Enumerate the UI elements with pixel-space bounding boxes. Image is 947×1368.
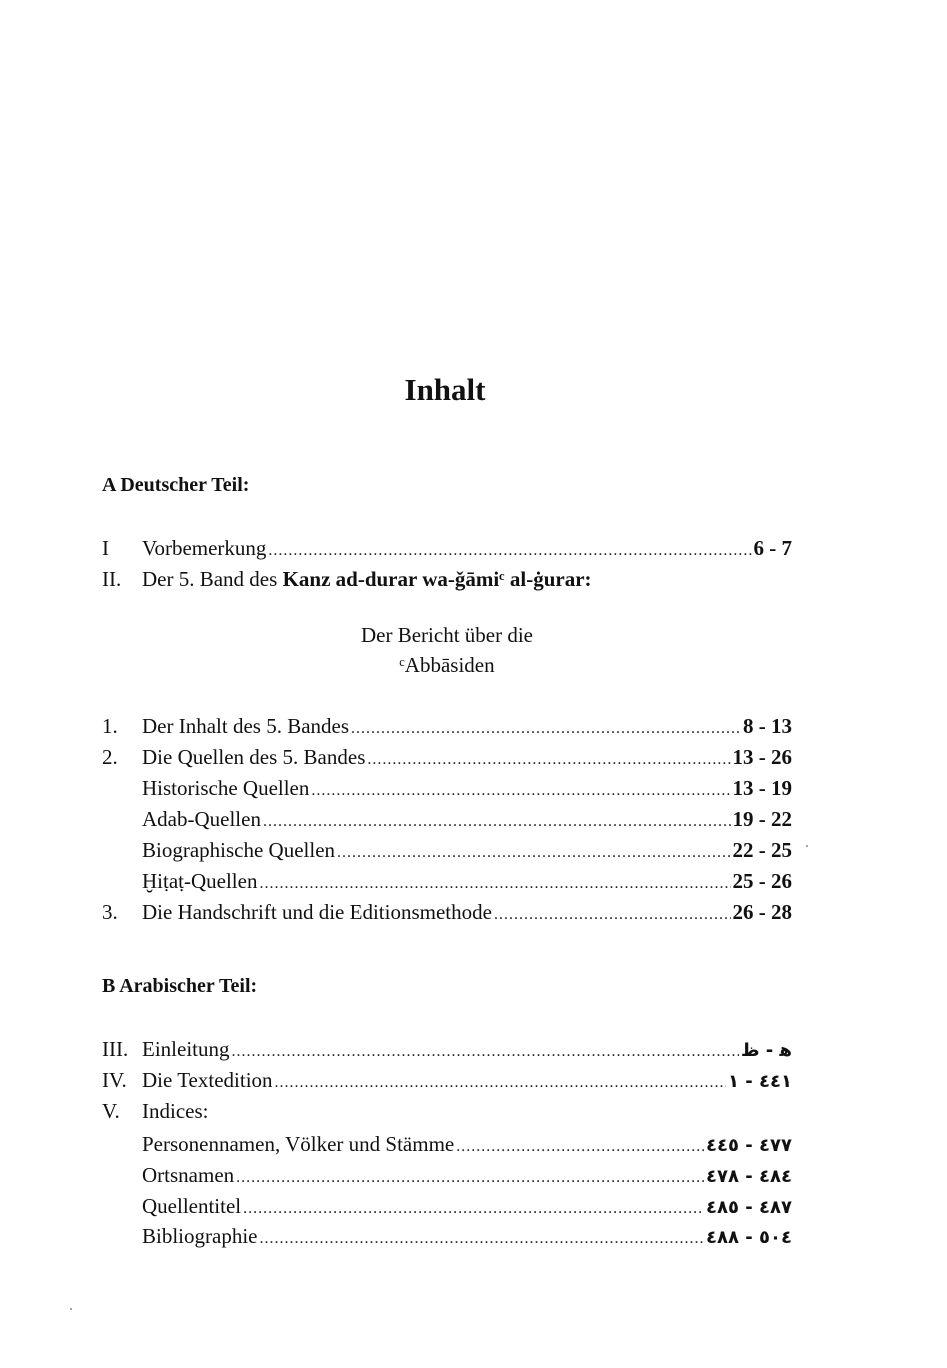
toc-entry-index — [102, 1161, 792, 1189]
leader-dots — [456, 1133, 704, 1161]
toc-entry-index — [102, 1192, 792, 1220]
leader-dots — [259, 1225, 704, 1253]
entry-label: Die Quellen des 5. Bandes — [142, 745, 366, 769]
entry-pages: ٥٠٤ - ٤٨٨ — [706, 1227, 792, 1248]
entry-label: Adab-Quellen — [142, 807, 261, 831]
entry-pages: ٤٨٤ - ٤٧٨ — [706, 1166, 792, 1187]
entry-number: I — [102, 536, 109, 560]
toc-entry — [102, 867, 792, 895]
entry-label: Einleitung — [142, 1037, 230, 1061]
scan-speck — [806, 845, 808, 847]
toc-entry — [102, 805, 792, 833]
entry-number: III. — [102, 1037, 129, 1061]
entry-number: II. — [102, 567, 122, 591]
entry-label: Der Inhalt des 5. Bandes — [142, 714, 350, 738]
entry-pages: ﻫ - ﻅ — [740, 1040, 792, 1061]
leader-dots — [311, 777, 730, 805]
toc-entry — [102, 712, 792, 740]
leader-dots — [351, 715, 741, 743]
leader-dots — [275, 1069, 726, 1097]
leader-dots — [268, 537, 751, 565]
toc-entry — [102, 898, 792, 926]
entry-pages: 8 - 13 — [743, 714, 792, 738]
entry-number: 3. — [102, 900, 118, 924]
leader-dots — [494, 901, 731, 929]
entry-pages: 19 - 22 — [732, 807, 792, 831]
entry-number: 2. — [102, 745, 118, 769]
entry-label — [142, 565, 592, 593]
leader-dots — [259, 870, 730, 898]
entry-label: Bibliographie — [142, 1224, 258, 1248]
entry-label-prefix: Der 5. Band des — [142, 567, 283, 591]
subheading-line-1: Der Bericht über die — [360, 623, 533, 647]
toc-entry — [102, 774, 792, 802]
entry-label: Vorbemerkung — [142, 536, 267, 560]
entry-number: V. — [102, 1099, 120, 1123]
entry-pages: 13 - 26 — [732, 745, 792, 769]
toc-entry — [102, 836, 792, 864]
toc-entry-einleitung — [102, 1035, 792, 1063]
work-title: Kanz ad-durar wa-ǧāmiᶜ al-ġurar: — [282, 567, 592, 591]
entry-pages: 6 - 7 — [753, 536, 792, 560]
toc-entry — [102, 743, 792, 771]
entry-number: 1. — [102, 714, 118, 738]
entry-pages: 22 - 25 — [732, 838, 792, 862]
entry-pages: ٤٤١ - ١ — [728, 1071, 792, 1092]
entry-label: Ortsnamen — [142, 1163, 235, 1187]
entry-label: Biographische Quellen — [142, 838, 336, 862]
entry-label: Historische Quellen — [142, 776, 310, 800]
entry-pages: 25 - 26 — [732, 869, 792, 893]
entry-label: Personennamen, Völker und Stämme — [142, 1132, 455, 1156]
leader-dots — [337, 839, 730, 867]
leader-dots — [243, 1195, 704, 1223]
subheading-line-2: ᶜAbbāsiden — [399, 653, 495, 677]
toc-entry-index — [102, 1130, 792, 1158]
entry-number: IV. — [102, 1068, 127, 1092]
scan-speck — [70, 1308, 72, 1310]
toc-entry-band — [102, 565, 792, 593]
leader-dots — [236, 1164, 704, 1192]
entry-pages: ٤٧٧ - ٤٤٥ — [706, 1135, 792, 1156]
leader-dots — [263, 808, 731, 836]
entry-label: Die Handschrift und die Editionsmethode — [142, 900, 492, 924]
entry-label: Die Textedition — [142, 1068, 273, 1092]
entry-pages: ٤٨٧ - ٤٨٥ — [706, 1197, 792, 1218]
toc-entry-index — [102, 1222, 792, 1250]
entry-pages: 13 - 19 — [732, 776, 792, 800]
entry-label: Quellentitel — [142, 1194, 242, 1218]
entry-pages: 26 - 28 — [732, 900, 792, 924]
entry-label: Ḫiṭaṭ-Quellen — [142, 869, 258, 893]
entry-label: Indices: — [142, 1099, 209, 1123]
leader-dots — [232, 1038, 739, 1066]
toc-entry-textedition — [102, 1066, 792, 1094]
leader-dots — [367, 746, 730, 774]
toc-entry-vorbemerkung — [102, 534, 792, 562]
section-heading-german: A Deutscher Teil: — [102, 474, 250, 496]
section-heading-arabic: B Arabischer Teil: — [102, 975, 258, 997]
page-title: Inhalt — [404, 372, 486, 407]
toc-entry-indices — [102, 1097, 792, 1125]
